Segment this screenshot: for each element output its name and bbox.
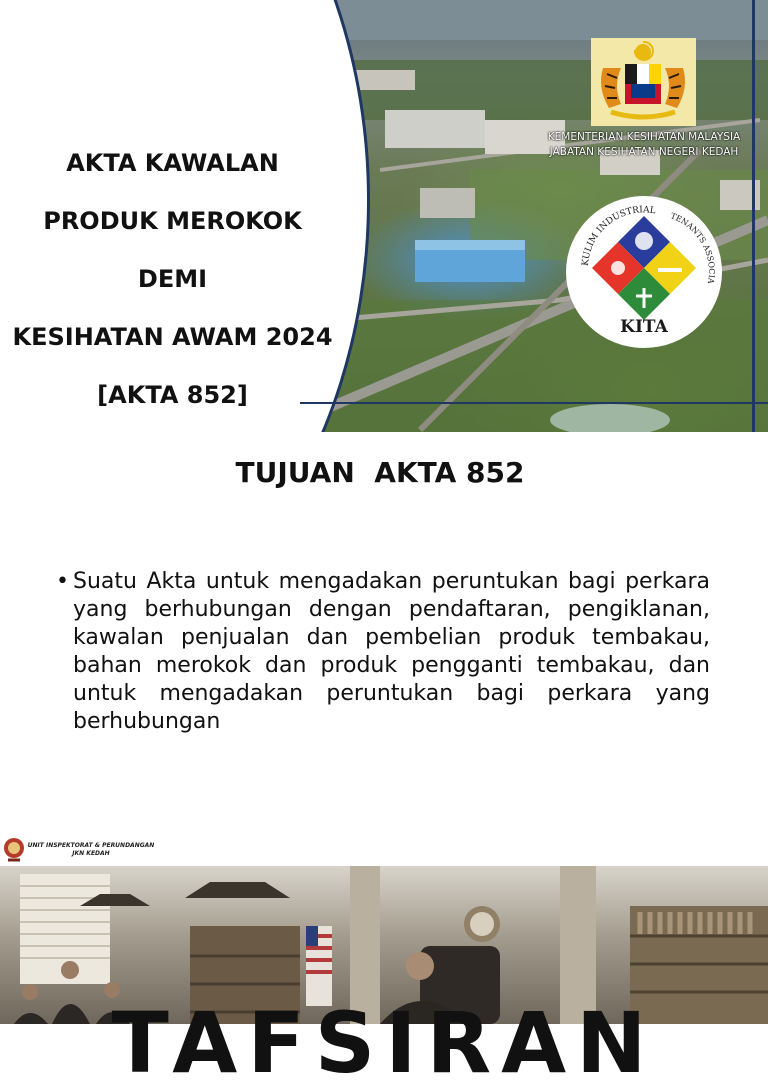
- slide-2-title: TUJUAN AKTA 852: [235, 456, 525, 489]
- kita-ring-text-right: TENANTS ASSOCIA: [669, 211, 717, 284]
- title-line: KESIHATAN AWAM 2024: [12, 323, 333, 351]
- ministry-name: KEMENTERIAN KESIHATAN MALAYSIA: [547, 131, 741, 143]
- accent-vertical-line: [752, 0, 755, 432]
- kita-logo: [566, 196, 722, 348]
- title-line: AKTA KAWALAN: [66, 149, 279, 177]
- kita-ring-text-top: KULIM INDUSTRIAL: [580, 205, 657, 267]
- department-name: JABATAN KESIHATAN NEGERI KEDAH: [549, 146, 739, 158]
- unit-crest-icon: [2, 834, 26, 864]
- title-line: [AKTA 852]: [97, 381, 248, 409]
- coat-of-arms-icon: [591, 38, 696, 126]
- bullet-text: Suatu Akta untuk mengadakan peruntukan bagi perkara yang berhubungan dengan pendaftaran, pengiklanan, kawalan penjualan dan pembelian produk tembakau, bahan merokok dan produk pengganti tembakau, dan untuk mengadakan peruntukan bagi perkara yang berhubungan: [73, 569, 710, 734]
- slide-title: [0, 120, 345, 439]
- slide-1: [0, 0, 768, 432]
- accent-horizontal-line: [300, 402, 768, 404]
- coat-of-arms-logo: [591, 38, 696, 126]
- kita-emblem-icon: [566, 196, 722, 348]
- unit-department: JKN KEDAH: [72, 850, 110, 857]
- title-line: PRODUK MEROKOK: [43, 207, 302, 235]
- slide-3-title: TAFSIRAN: [111, 994, 657, 1092]
- slide-2: [0, 432, 768, 866]
- slide-3: [0, 866, 768, 1092]
- unit-name: UNIT INSPEKTORAT & PERUNDANGAN: [27, 842, 155, 849]
- unit-label: [26, 842, 156, 858]
- ministry-caption: [540, 130, 748, 160]
- title-line: DEMI: [137, 265, 208, 293]
- bullet-item: [56, 568, 710, 736]
- bullet-dot-icon: •: [56, 569, 69, 594]
- kita-wordmark: KITA: [620, 317, 668, 337]
